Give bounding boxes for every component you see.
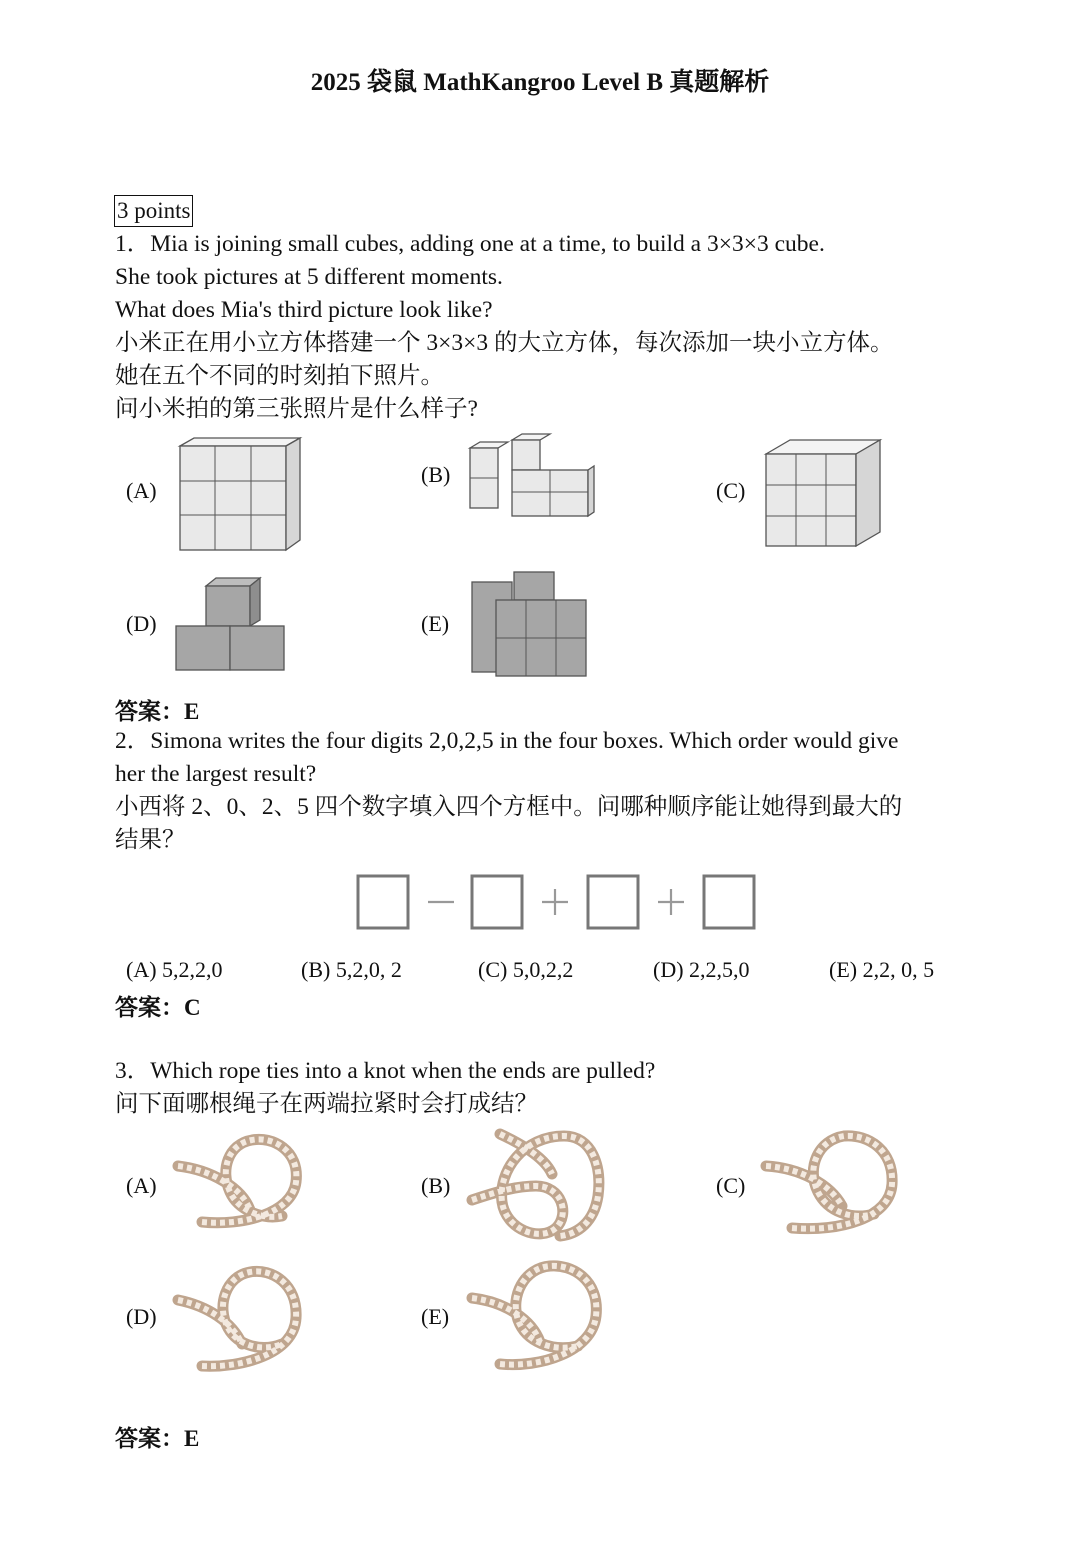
q2-text-line-1: 2．Simona writes the four digits 2,0,2,5 in the four boxes. Which order would give [115, 728, 899, 754]
q3-option-d-rope-figure [172, 1262, 312, 1374]
q1-option-d-cube-figure [172, 574, 292, 676]
q1-answer: 答案：E [115, 699, 200, 724]
q1-option-a-label: (A) [126, 478, 157, 503]
points-label: 3 points [114, 195, 193, 227]
q3-option-a-label: (A) [126, 1173, 157, 1198]
q2-answer: 答案：C [115, 995, 201, 1020]
q1-option-a-cube-figure [172, 432, 307, 557]
q1-option-b-cube-figure [466, 432, 596, 522]
q1-zh-line-3: 问小米拍的第三张照片是什么样子? [115, 396, 478, 422]
q1-option-e-label: (E) [421, 611, 450, 636]
q2-plus-sign-1 [542, 889, 568, 915]
page-title: 2025 袋鼠 MathKangroo Level B 真题解析 [310, 69, 770, 96]
q2-zh-line-2: 结果？ [115, 827, 186, 853]
q3-option-d-label: (D) [126, 1304, 157, 1329]
q1-option-d-label: (D) [126, 611, 157, 636]
q1-zh-line-2: 她在五个不同的时刻拍下照片。 [115, 363, 444, 389]
q3-option-c-rope-figure [760, 1128, 905, 1240]
q2-text-line-2: her the largest result? [115, 761, 317, 787]
q1-option-b-label: (B) [421, 462, 451, 487]
q3-answer: 答案：E [115, 1426, 200, 1451]
q1-text-line-3: What does Mia's third picture look like? [115, 297, 493, 323]
q3-option-e-label: (E) [421, 1304, 450, 1329]
q2-plus-sign-2 [658, 889, 684, 915]
q3-zh-line-1: 问下面哪根绳子在两端拉紧时会打成结？ [115, 1091, 538, 1117]
q2-expression-figure [356, 874, 758, 934]
q2-box-1 [358, 876, 408, 928]
q2-box-3 [588, 876, 638, 928]
q2-option-e: (E) 2,2, 0, 5 [829, 957, 935, 982]
q3-option-a-rope-figure [172, 1130, 312, 1240]
q1-option-c-cube-figure [760, 436, 888, 551]
q1-zh-line-1: 小米正在用小立方体搭建一个 3×3×3 的大立方体，每次添加一块小立方体。 [115, 330, 894, 356]
q1-text-line-1: 1．Mia is joining small cubes, adding one at a time, to build a 3×3×3 cube. [115, 231, 825, 257]
q3-text-line-1: 3．Which rope ties into a knot when the ends are pulled? [115, 1058, 656, 1084]
q2-option-d: (D) 2,2,5,0 [653, 957, 750, 982]
q2-zh-line-1: 小西将 2、0、2、5 四个数字填入四个方框中。问哪种顺序能让她得到最大的 [115, 794, 903, 820]
q3-option-c-label: (C) [716, 1173, 746, 1198]
q2-option-a: (A) 5,2,2,0 [126, 957, 223, 982]
q1-option-e-cube-figure [466, 566, 596, 681]
q2-option-c: (C) 5,0,2,2 [478, 957, 574, 982]
q2-box-2 [472, 876, 522, 928]
q1-text-line-2: She took pictures at 5 different moments. [115, 264, 503, 290]
q3-option-b-label: (B) [421, 1173, 451, 1198]
q1-option-c-label: (C) [716, 478, 746, 503]
q3-option-b-rope-figure [466, 1126, 611, 1241]
q2-box-4 [704, 876, 754, 928]
q3-option-e-rope-figure [466, 1258, 611, 1373]
q2-option-b: (B) 5,2,0, 2 [301, 957, 402, 982]
